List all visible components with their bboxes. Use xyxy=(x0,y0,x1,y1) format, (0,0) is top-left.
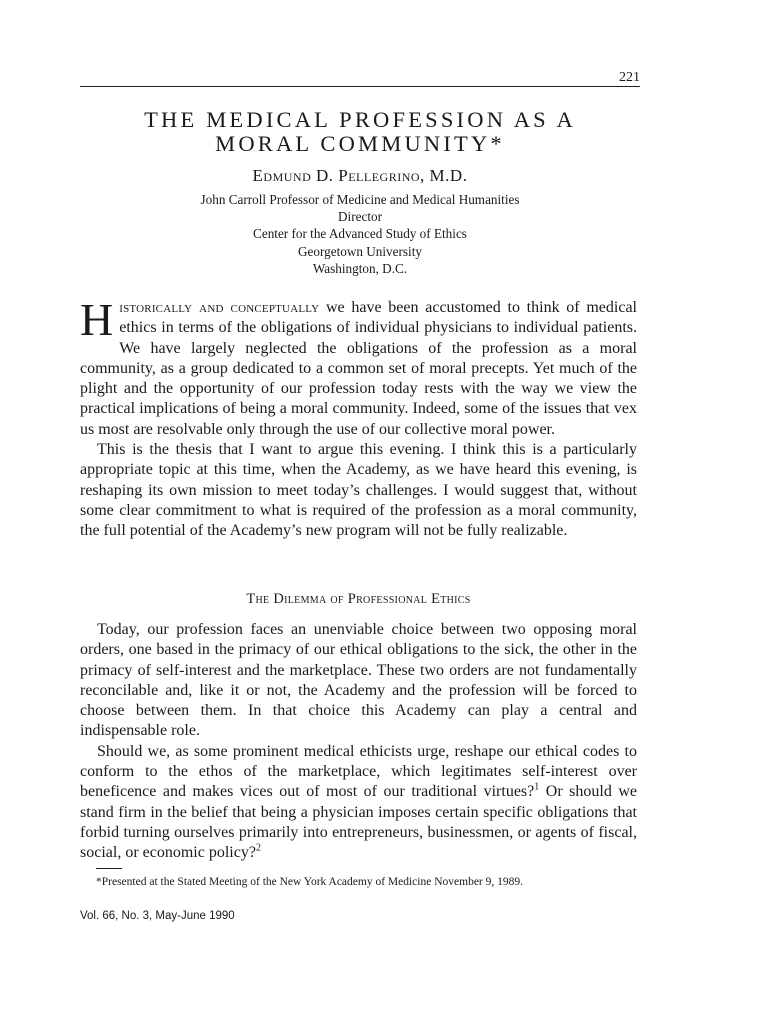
body-paragraph: Today, our profession faces an unenviable choice between two opposing moral orders, one based in the primacy of our ethical obligations to the sick, the other in the primacy of self-interest and the marketplace. These two orders are not fundamentally reconcilable and, like it or not, the Academy and the profession will be forced to choose between them. In that choice this Academy can play a central and indispensable role. xyxy=(80,621,637,740)
paragraph-text: Or should we stand firm in the belief that being a physician imposes certain specific obligations that forbid turning ourselves primarily into entrepreneurs, businessmen, or agents of fiscal, social, or economic policy? xyxy=(80,783,637,862)
body-paragraph xyxy=(80,742,637,864)
title-line-2: MORAL COMMUNITY* xyxy=(215,131,505,156)
paragraph-text: Should we, as some prominent medical ethicists urge, reshape our ethical codes to conform to the ethos of the marketplace, which legitimates self-interest over beneficence and makes vices out of most of our traditional virtues? xyxy=(80,742,637,801)
section-heading: The Dilemma of Professional Ethics xyxy=(246,591,471,607)
intro-lead: istorically and conceptually xyxy=(119,299,320,316)
author-affiliation xyxy=(80,191,640,277)
reference-marker: 2 xyxy=(255,842,261,854)
header-rule xyxy=(80,86,640,87)
drop-cap: H xyxy=(80,294,114,345)
reference-marker: 1 xyxy=(534,782,540,794)
body-paragraph: This is the thesis that I want to argue this evening. I think this is a particularly appropriate topic at this time, when the Academy, as we have heard this evening, is reshaping its own mission to meet today’s challenges. I would suggest that, without some clear commitment to what is required of the profession as a moral community, the full potential of the Academy’s new program will not be fully realizable. xyxy=(80,441,637,540)
dilemma-section xyxy=(80,620,637,864)
affiliation-line: John Carroll Professor of Medicine and Medical Humanities xyxy=(200,192,520,207)
article-title xyxy=(80,108,640,156)
intro-paragraph xyxy=(80,294,637,440)
journal-citation: Vol. 66, No. 3, May-June 1990 xyxy=(80,910,235,922)
page-number: 221 xyxy=(619,70,640,85)
affiliation-line: Georgetown University xyxy=(298,243,422,259)
affiliation-line: Washington, D.C. xyxy=(312,260,408,276)
title-line-1: THE MEDICAL PROFESSION AS A xyxy=(144,107,576,132)
footnote: *Presented at the Stated Meeting of the New York Academy of Medicine November 9, 1989. xyxy=(96,876,523,888)
affiliation-line: Director xyxy=(338,209,382,225)
intro-text: we have been accustomed to think of medical ethics in terms of the obligations of individual physicians to individual patients. We have largely neglected the obligations of the profession as a moral community, as a group dedicated to a common set of moral precepts. Yet much of the plight and the opportunity of our profession today rests with the way we view the practical implications of being a moral community. Indeed, some of the issues that vex us most are resolvable only through the use of our collective moral power. xyxy=(80,299,637,438)
footnote-rule xyxy=(96,868,122,869)
intro-section xyxy=(80,294,637,542)
affiliation-line: Center for the Advanced Study of Ethics xyxy=(253,226,467,242)
author-name: Edmund D. Pellegrino, M.D. xyxy=(252,166,468,185)
